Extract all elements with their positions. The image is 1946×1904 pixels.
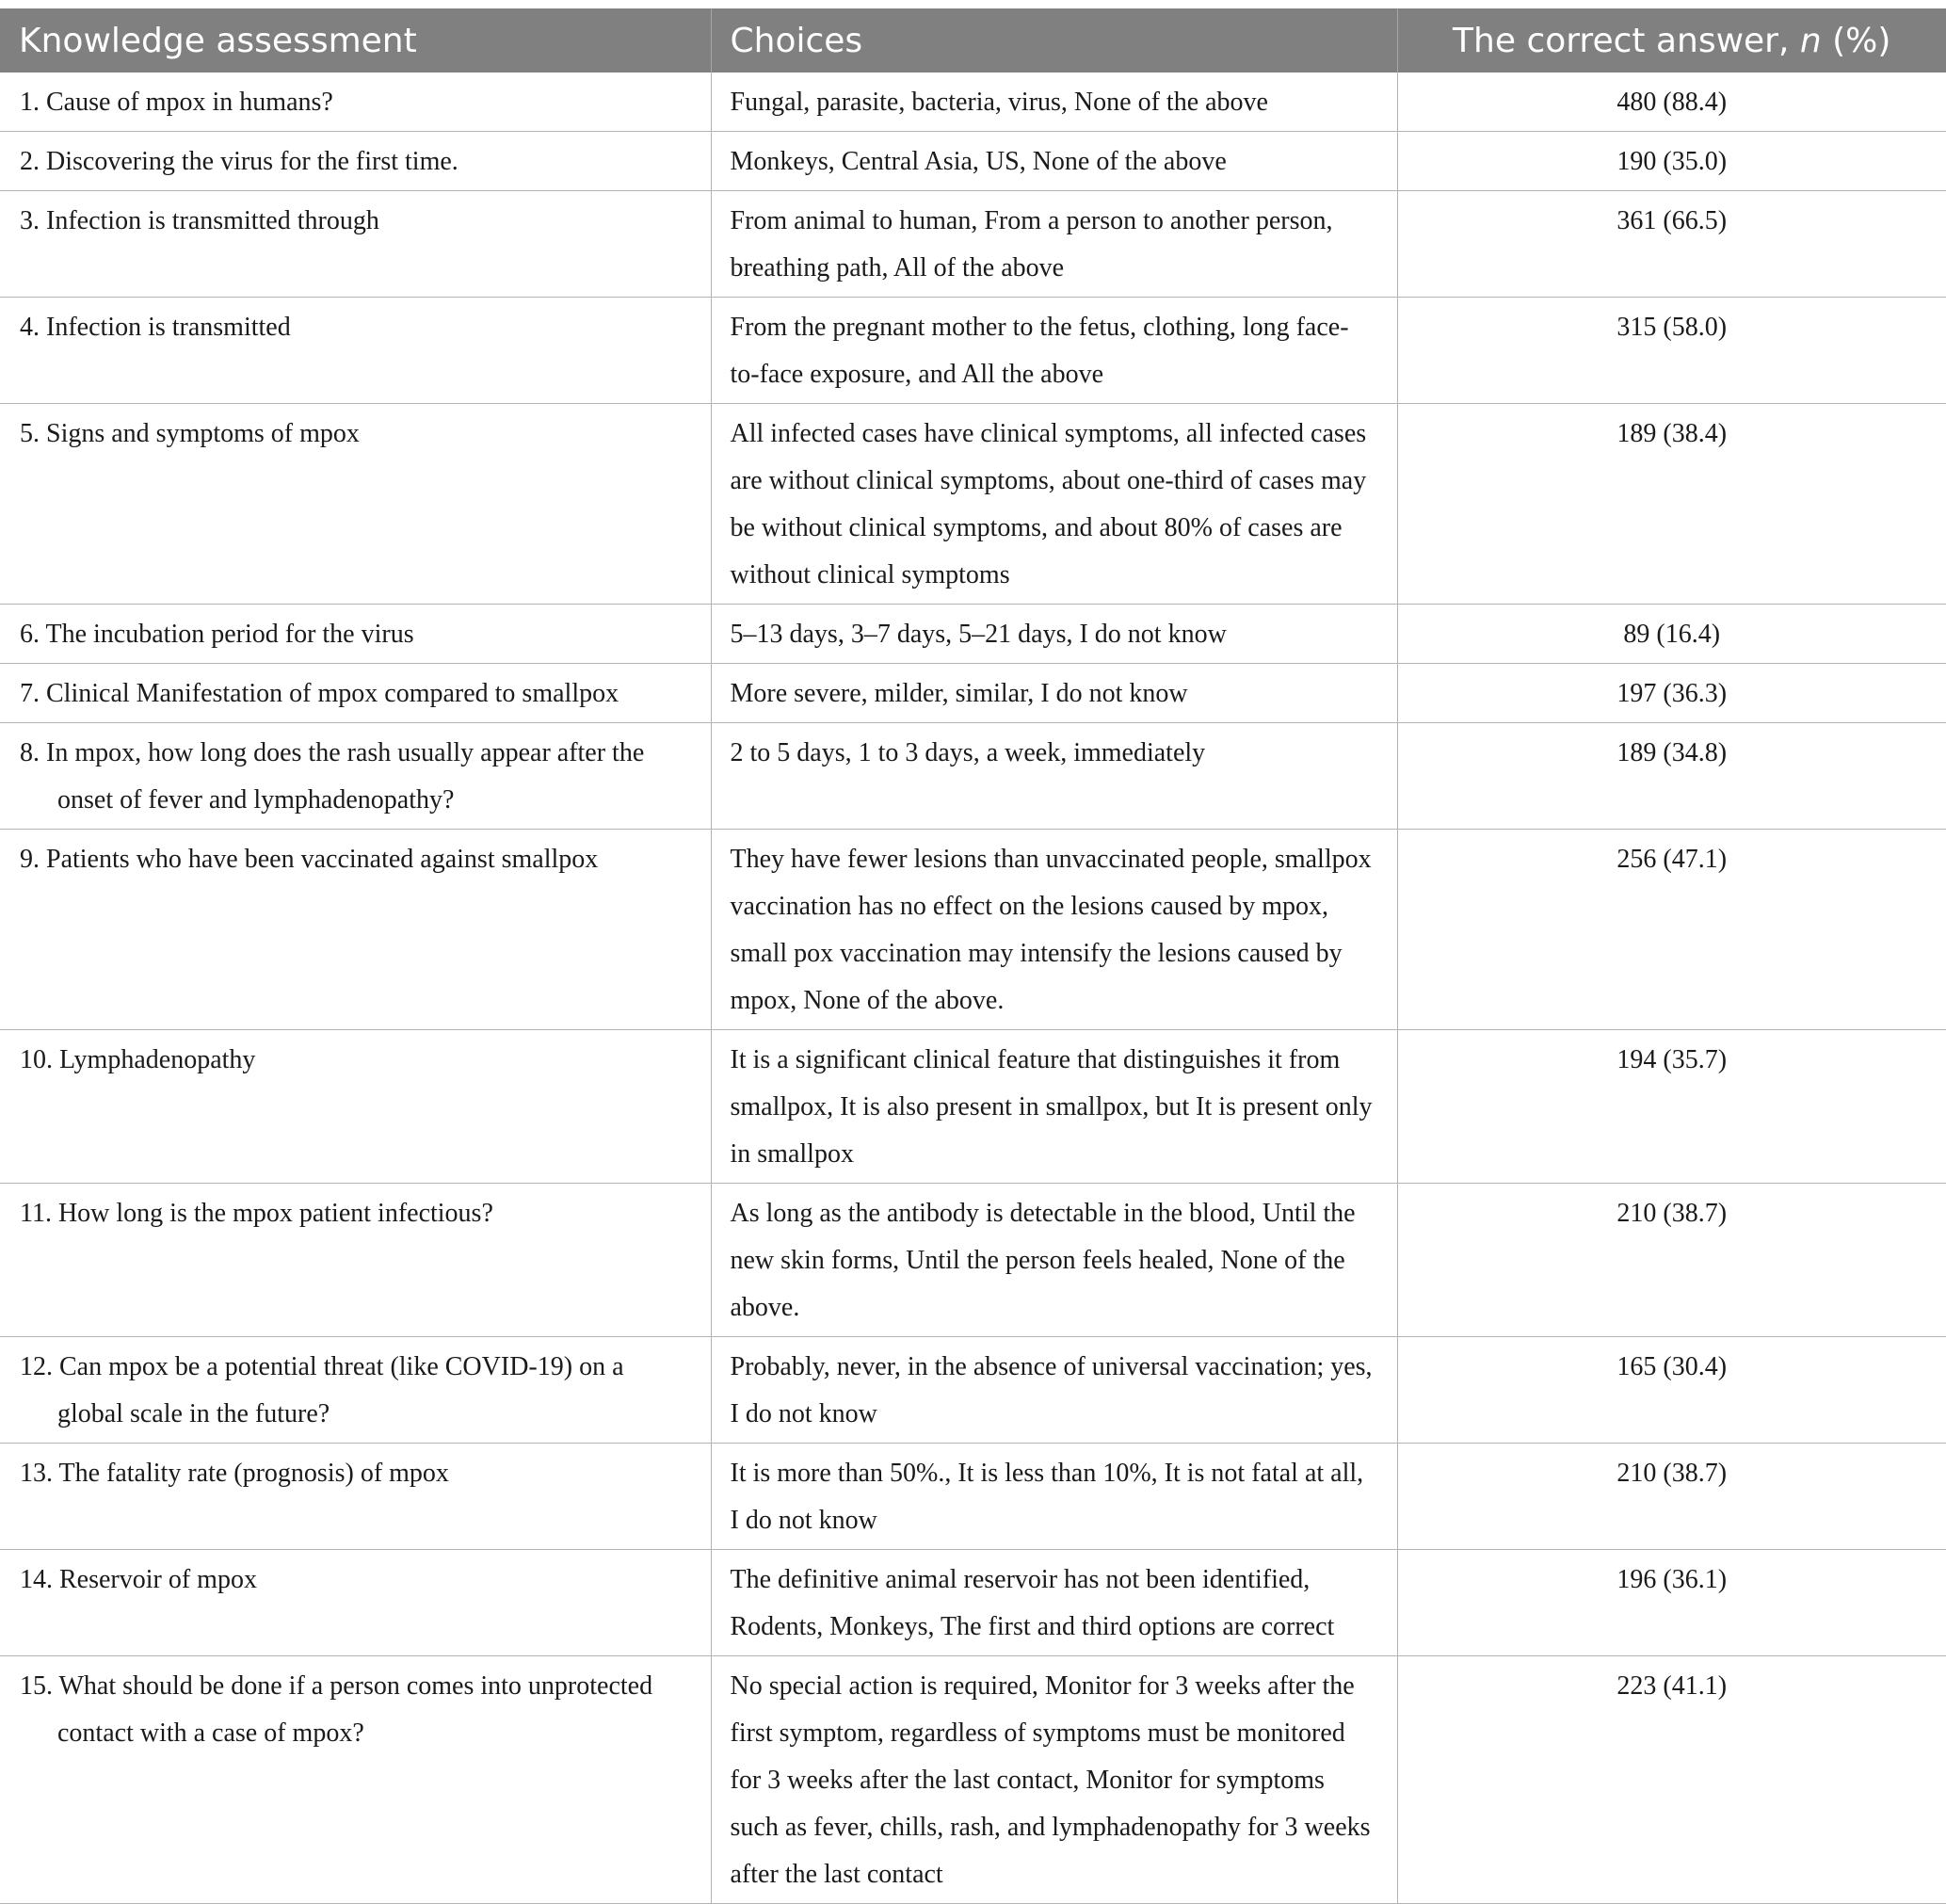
choices-cell: From animal to human, From a person to another person, breathing path, All of the above — [711, 191, 1397, 298]
choices-cell: 5–13 days, 3–7 days, 5–21 days, I do not know — [711, 605, 1397, 664]
choices-cell: Fungal, parasite, bacteria, virus, None of the above — [711, 73, 1397, 132]
question-cell: 13. The fatality rate (prognosis) of mpox — [0, 1444, 711, 1550]
question-cell: 4. Infection is transmitted — [0, 298, 711, 404]
table-row — [0, 1444, 1946, 1550]
header-correct-answer — [1397, 8, 1946, 73]
answer-cell: 189 (34.8) — [1397, 723, 1946, 830]
table-row — [0, 664, 1946, 723]
header-correct-answer-n: n — [1799, 21, 1822, 60]
choices-cell: Probably, never, in the absence of universal vaccination; yes, I do not know — [711, 1337, 1397, 1444]
choices-cell: More severe, milder, similar, I do not know — [711, 664, 1397, 723]
choices-cell: They have fewer lesions than unvaccinated people, smallpox vaccination has no effect on the lesions caused by mpox, small pox vaccination may intensify the lesions caused by mpox, None of the above. — [711, 830, 1397, 1030]
answer-cell: 210 (38.7) — [1397, 1184, 1946, 1337]
header-correct-answer-suffix: (%) — [1821, 21, 1891, 60]
choices-cell: As long as the antibody is detectable in the blood, Until the new skin forms, Until the person feels healed, None of the above. — [711, 1184, 1397, 1337]
table-row — [0, 132, 1946, 191]
knowledge-assessment-table — [0, 8, 1946, 1904]
choices-cell: The definitive animal reservoir has not been identified, Rodents, Monkeys, The first and third options are correct — [711, 1550, 1397, 1656]
answer-cell: 196 (36.1) — [1397, 1550, 1946, 1656]
answer-cell: 315 (58.0) — [1397, 298, 1946, 404]
choices-cell: 2 to 5 days, 1 to 3 days, a week, immediately — [711, 723, 1397, 830]
table-row — [0, 1656, 1946, 1904]
table-body — [0, 73, 1946, 1904]
table-row — [0, 1184, 1946, 1337]
answer-cell: 189 (38.4) — [1397, 404, 1946, 605]
answer-cell: 165 (30.4) — [1397, 1337, 1946, 1444]
choices-cell: It is more than 50%., It is less than 10%, It is not fatal at all, I do not know — [711, 1444, 1397, 1550]
choices-cell: No special action is required, Monitor for 3 weeks after the first symptom, regardless of symptoms must be monitored for 3 weeks after the last contact, Monitor for symptoms such as fever, chills, rash, and lymphadenopathy for 3 weeks after the last contact — [711, 1656, 1397, 1904]
choices-cell: From the pregnant mother to the fetus, clothing, long face-to-face exposure, and All the above — [711, 298, 1397, 404]
question-cell: 14. Reservoir of mpox — [0, 1550, 711, 1656]
table-row — [0, 1337, 1946, 1444]
table-header — [0, 8, 1946, 73]
answer-cell: 194 (35.7) — [1397, 1030, 1946, 1184]
question-cell: 1. Cause of mpox in humans? — [0, 73, 711, 132]
choices-cell: It is a significant clinical feature that distinguishes it from smallpox, It is also present in smallpox, but It is present only in smallpox — [711, 1030, 1397, 1184]
question-cell: 12. Can mpox be a potential threat (like COVID-19) on a global scale in the future? — [0, 1337, 711, 1444]
choices-cell: All infected cases have clinical symptoms, all infected cases are without clinical symptoms, about one-third of cases may be without clinical symptoms, and about 80% of cases are without clinical symptoms — [711, 404, 1397, 605]
answer-cell: 256 (47.1) — [1397, 830, 1946, 1030]
header-correct-answer-prefix: The correct answer, — [1453, 21, 1800, 60]
table-row — [0, 1030, 1946, 1184]
answer-cell: 223 (41.1) — [1397, 1656, 1946, 1904]
table-row — [0, 404, 1946, 605]
answer-cell: 480 (88.4) — [1397, 73, 1946, 132]
table-row — [0, 298, 1946, 404]
question-cell: 3. Infection is transmitted through — [0, 191, 711, 298]
answer-cell: 210 (38.7) — [1397, 1444, 1946, 1550]
header-row — [0, 8, 1946, 73]
table-row — [0, 605, 1946, 664]
table-row — [0, 830, 1946, 1030]
table-row — [0, 73, 1946, 132]
table-row — [0, 191, 1946, 298]
question-cell: 9. Patients who have been vaccinated against smallpox — [0, 830, 711, 1030]
table-row — [0, 723, 1946, 830]
answer-cell: 89 (16.4) — [1397, 605, 1946, 664]
answer-cell: 190 (35.0) — [1397, 132, 1946, 191]
choices-cell: Monkeys, Central Asia, US, None of the above — [711, 132, 1397, 191]
header-choices: Choices — [711, 8, 1397, 73]
question-cell: 7. Clinical Manifestation of mpox compared to smallpox — [0, 664, 711, 723]
question-cell: 8. In mpox, how long does the rash usually appear after the onset of fever and lymphadenopathy? — [0, 723, 711, 830]
answer-cell: 361 (66.5) — [1397, 191, 1946, 298]
question-cell: 10. Lymphadenopathy — [0, 1030, 711, 1184]
answer-cell: 197 (36.3) — [1397, 664, 1946, 723]
question-cell: 5. Signs and symptoms of mpox — [0, 404, 711, 605]
header-knowledge-assessment: Knowledge assessment — [0, 8, 711, 73]
knowledge-assessment-table-container — [0, 8, 1946, 1904]
question-cell: 15. What should be done if a person comes into unprotected contact with a case of mpox? — [0, 1656, 711, 1904]
question-cell: 6. The incubation period for the virus — [0, 605, 711, 664]
table-row — [0, 1550, 1946, 1656]
question-cell: 11. How long is the mpox patient infectious? — [0, 1184, 711, 1337]
question-cell: 2. Discovering the virus for the first time. — [0, 132, 711, 191]
